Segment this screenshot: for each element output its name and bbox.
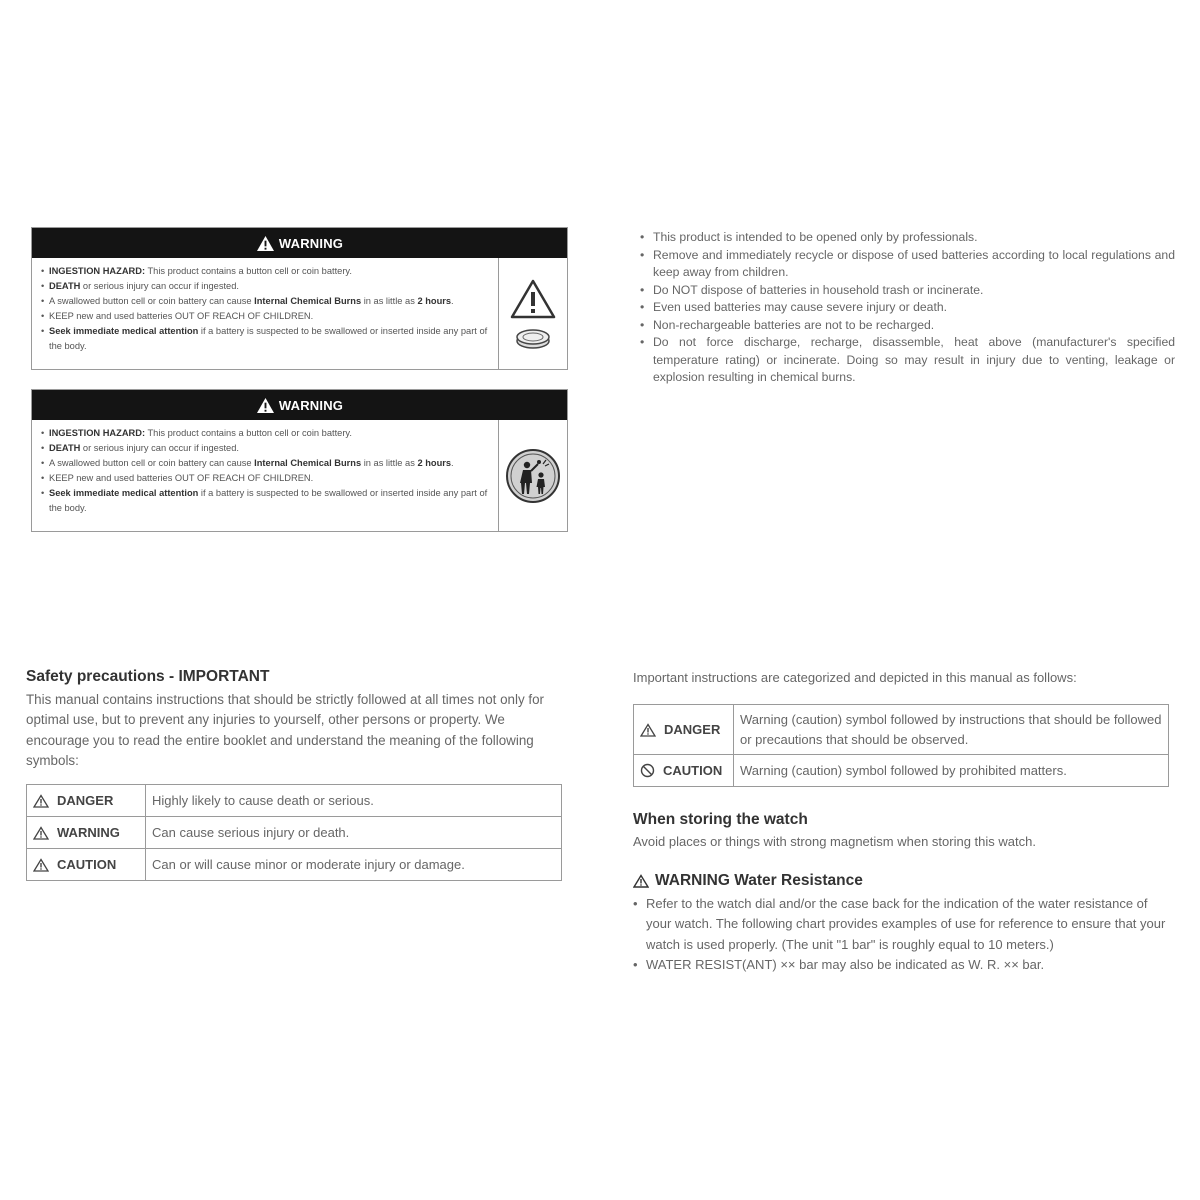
list-item: • KEEP new and used batteries OUT OF REACH OF CHILDREN. — [49, 471, 490, 486]
warning-triangle-icon — [256, 397, 275, 414]
table-row — [634, 705, 1169, 755]
list-item: • This product is intended to be opened only by professionals. — [640, 229, 1175, 247]
warning-triangle-icon — [633, 874, 649, 888]
warning-header — [32, 390, 567, 420]
list-item: • WATER RESIST(ANT) ×× bar may also be indicated as W. R. ×× bar. — [633, 955, 1171, 975]
storing-text: Avoid places or things with strong magnetism when storing this watch. — [633, 834, 1036, 849]
symbol-label: DANGER — [664, 721, 721, 737]
warning-list — [32, 420, 499, 531]
warning-triangle-icon — [256, 235, 275, 252]
list-item: • Do not force discharge, recharge, disassemble, heat above (manufacturer's specified temperature rating) or incinerate. Doing so may result in injury due to venting, leakage or explosion resulting in chemical burns. — [640, 334, 1175, 387]
list-item: • KEEP new and used batteries OUT OF REACH OF CHILDREN. — [49, 309, 490, 324]
list-item: • Refer to the watch dial and/or the case back for the indication of the water resistance of your watch. The following chart provides examples of use for reference to ensure that your watch is used properly. (The unit "1 bar" is roughly equal to 10 meters.) — [633, 894, 1171, 955]
list-item: • INGESTION HAZARD: This product contains a button cell or coin battery. — [49, 426, 490, 441]
list-item: • Do NOT dispose of batteries in household trash or incinerate. — [640, 282, 1175, 300]
prohibited-icon — [640, 763, 655, 778]
symbol-description: Can or will cause minor or moderate injury or damage. — [146, 849, 562, 881]
list-item: • Non-rechargeable batteries are not to be recharged. — [640, 317, 1175, 335]
list-item: • DEATH or serious injury can occur if ingested. — [49, 279, 490, 294]
section-title-storing: When storing the watch — [633, 811, 808, 828]
list-item: • INGESTION HAZARD: This product contains a button cell or coin battery. — [49, 264, 490, 279]
warning-header-label: WARNING — [278, 235, 344, 251]
warning-triangle-icon — [33, 858, 49, 872]
list-item: • Seek immediate medical attention if a battery is suspected to be swallowed or inserted inside any part of the body. — [49, 324, 490, 354]
table-row — [634, 755, 1169, 787]
battery-notes-list — [640, 229, 1175, 387]
warning-triangle-icon — [510, 278, 556, 320]
list-item: • A swallowed button cell or coin battery can cause Internal Chemical Burns in as little as 2 hours. — [49, 294, 490, 309]
warning-header — [32, 228, 567, 258]
table-row — [27, 785, 562, 817]
water-resistance-list — [633, 894, 1171, 976]
warning-box-battery-children — [31, 389, 568, 532]
symbol-label: WARNING — [57, 825, 120, 840]
list-item: • DEATH or serious injury can occur if ingested. — [49, 441, 490, 456]
symbol-label: CAUTION — [57, 857, 117, 872]
warning-header-label: WARNING — [278, 397, 344, 413]
symbol-table — [26, 784, 562, 881]
section-title-safety: Safety precautions - IMPORTANT — [26, 668, 270, 685]
symbol-description: Can cause serious injury or death. — [146, 817, 562, 849]
coin-battery-icon — [515, 328, 551, 350]
warning-box-battery — [31, 227, 568, 370]
section-title-water-resistance — [633, 872, 863, 890]
safety-intro-text: This manual contains instructions that should be strictly followed at all times not only for optimal use, but to prevent any injuries to yourself, other persons or property. We encourage you to read the entire booklet and understand the meaning of the following symbols: — [26, 692, 545, 769]
list-item: • A swallowed button cell or coin battery can cause Internal Chemical Burns in as little as 2 hours. — [49, 456, 490, 471]
warning-list — [32, 258, 499, 369]
table-row — [27, 849, 562, 881]
water-title-label: WARNING Water Resistance — [655, 872, 863, 889]
list-item: • Even used batteries may cause severe injury or death. — [640, 299, 1175, 317]
instructions-table — [633, 704, 1169, 787]
list-item: • Remove and immediately recycle or dispose of used batteries according to local regulations and keep away from children. — [640, 247, 1175, 282]
keep-away-from-children-icon — [505, 448, 561, 504]
symbol-description: Warning (caution) symbol followed by instructions that should be followed or precautions that should be observed. — [734, 705, 1169, 755]
symbol-label: DANGER — [57, 793, 114, 808]
symbol-label: CAUTION — [663, 762, 723, 778]
symbol-description: Highly likely to cause death or serious. — [146, 785, 562, 817]
warning-triangle-icon — [33, 826, 49, 840]
table-row — [27, 817, 562, 849]
warning-triangle-icon — [640, 723, 656, 737]
warning-triangle-icon — [33, 794, 49, 808]
symbol-description: Warning (caution) symbol followed by prohibited matters. — [734, 755, 1169, 787]
list-item: • Seek immediate medical attention if a battery is suspected to be swallowed or inserted inside any part of the body. — [49, 486, 490, 516]
instructions-intro-text: Important instructions are categorized and depicted in this manual as follows: — [633, 670, 1077, 685]
